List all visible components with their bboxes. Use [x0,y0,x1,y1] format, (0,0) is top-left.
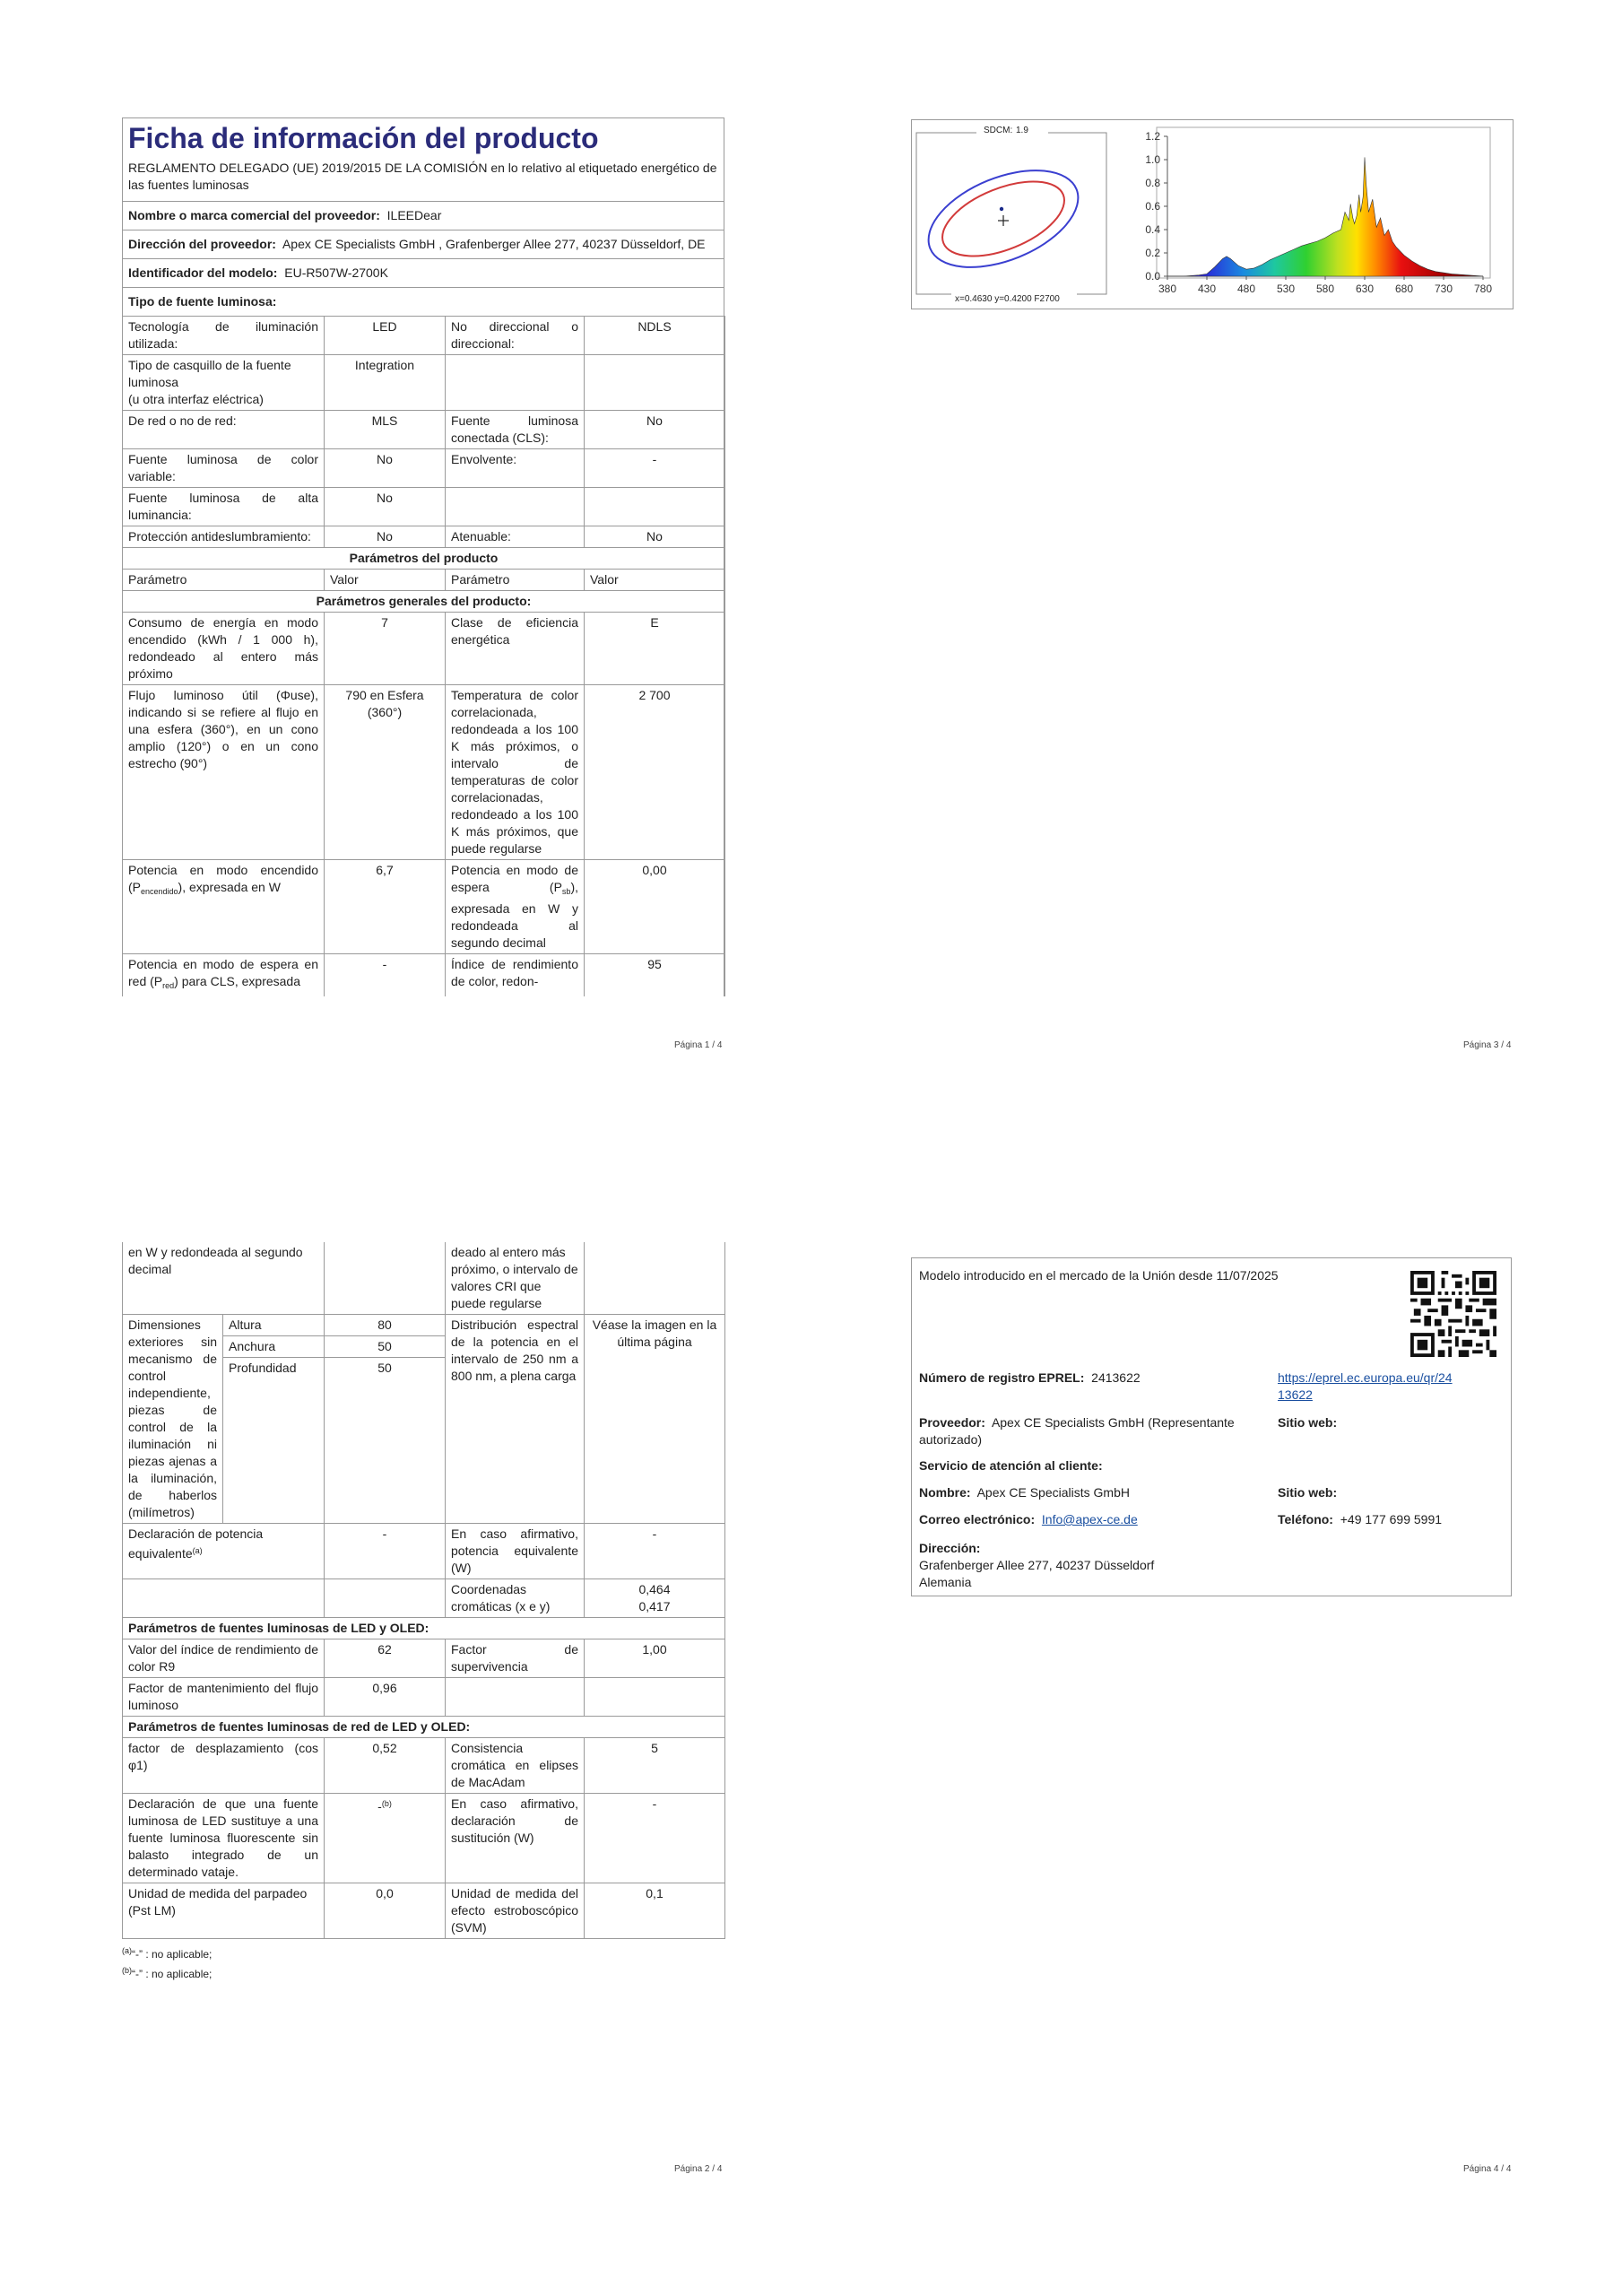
cell: LED [325,317,446,355]
y-tick-label: 0.8 [1145,177,1160,189]
cell: Unidad de medida del efecto estroboscópico (SVM) [446,1883,585,1939]
parameters-table-continued [122,1242,725,1939]
cell-text: Potencia en modo encendido (P [128,863,318,894]
chromaticity-ellipse-plot [915,124,1108,303]
cell: en W y redondeada al segundo decimal [123,1242,325,1315]
header-cell: Parámetro [123,570,325,591]
table-row [123,1315,725,1524]
cell: Tecnología de iluminación utilizada: [123,317,325,355]
cell-text: - [377,1799,382,1813]
phone-row [1278,1511,1442,1528]
table-row [123,355,725,411]
table-row [123,1618,725,1639]
table-row [123,613,725,685]
footnote-mark: (b) [122,1966,132,1975]
cell: Factor de mantenimiento del flujo luminoso [123,1678,325,1717]
page-2-sheet [122,1242,723,1982]
cell [585,355,725,411]
table-row [123,526,725,548]
brand-label: Nombre o marca comercial del proveedor: [128,208,380,222]
cell: Unidad de medida del parpadeo (Pst LM) [123,1883,325,1939]
cell-text: Potencia en modo de espera (P [451,863,578,894]
cell [123,1579,325,1618]
source-type-header: Tipo de fuente luminosa: [123,288,724,317]
website-label: Sitio web: [1278,1415,1338,1430]
cell [325,1242,446,1315]
cell: 7 [325,613,446,685]
section-header: Parámetros del producto [123,548,725,570]
cell [123,860,325,954]
dim-depth: 50 [377,1361,392,1375]
cell: 1,00 [585,1639,725,1678]
cell [123,355,325,411]
cell [446,488,585,526]
cell: Flujo luminoso útil (Φuse), indicando si se refiere al flujo en una esfera (360°), en un cono amplio (120°) o en un cono estrecho (90°) [123,685,325,860]
cell: No [325,449,446,488]
table-row [123,411,725,449]
table-row [123,1738,725,1794]
table-row [123,1678,725,1717]
cell: factor de desplazamiento (cos φ1) [123,1738,325,1794]
cell: Distribución espectral de la potencia en el intervalo de 250 nm a 800 nm, a plena carga [446,1315,585,1524]
cell: Índice de rendimiento de color, redon- [446,954,585,997]
y-tick-label: 1.2 [1145,130,1160,143]
cell: Integration [325,355,446,411]
email-link[interactable]: Info@apex-ce.de [1041,1512,1138,1526]
table-row [123,591,725,613]
cell: Véase la imagen en la última página [585,1315,725,1524]
cell: 62 [325,1639,446,1678]
page-footer: Página 2 / 4 [674,2164,723,2174]
cell: - [325,1524,446,1579]
section-header: Parámetros de fuentes luminosas de red de LED y OLED: [123,1717,725,1738]
eprel-value: 2413622 [1091,1370,1141,1385]
table-row [123,449,725,488]
model-row [123,259,724,288]
x-tick-label: 480 [1236,283,1256,295]
sdcm-label: SDCM: [984,126,1013,135]
eprel-label: Número de registro EPREL: [919,1370,1085,1385]
table-row [123,860,725,954]
market-date: Modelo introducido en el mercado de la Unión desde 11/07/2025 [919,1268,1279,1283]
x-tick-label: 530 [1276,283,1296,295]
email-row [919,1511,1138,1528]
dim-height: 80 [325,1315,445,1336]
y-tick-label: 0.4 [1145,223,1160,236]
x-tick-label: 780 [1473,283,1493,295]
name-label: Nombre: [919,1485,971,1500]
cell: 0,0 [325,1883,446,1939]
cell: En caso afirmativo, potencia equivalente (W) [446,1524,585,1579]
address-label: Dirección: [919,1541,981,1555]
x-tick-label: 730 [1434,283,1453,295]
cell-text: (u otra interfaz eléctrica) [128,392,264,406]
page-3-sheet [911,119,1514,309]
brand-row [123,202,724,230]
cell: Fuente luminosa de color variable: [123,449,325,488]
cell [446,1678,585,1717]
cell: NDLS [585,317,725,355]
cell: Coordenadas cromáticas (x e y) [446,1579,585,1618]
subscript: red [162,981,175,990]
table-row [123,1717,725,1738]
cell: Envolvente: [446,449,585,488]
cell: Fuente luminosa conectada (CLS): [446,411,585,449]
header-cell: Valor [585,570,725,591]
cell: No direccional o direccional: [446,317,585,355]
cell: E [585,613,725,685]
cell [585,1678,725,1717]
cell-text: ), expresada en W y redondeada al segundo decimal [451,880,578,950]
cell-text: Potencia en modo de espera en red (P [128,957,318,988]
footnote-text: “-” : no aplicable; [132,1948,213,1961]
cell [325,1579,446,1618]
cell: De red o no de red: [123,411,325,449]
cell: - [585,1794,725,1883]
name-value: Apex CE Specialists GmbH [976,1485,1130,1500]
x-tick-label: 580 [1315,283,1335,295]
subscript: sb [561,887,571,896]
model-value: EU-R507W-2700K [284,265,388,280]
chroma-y: 0,417 [638,1599,671,1613]
coords-readout: x=0.4630 y=0.4200 F2700 [955,294,1060,303]
cell: Dimensiones exteriores sin mecanismo de control independiente, piezas de control de la iluminación ni piezas ajenas a la iluminación, de haberlos (milímetros) [123,1315,223,1524]
table-row [123,1579,725,1618]
cell: 0,52 [325,1738,446,1794]
dim-label-depth: Profundidad [229,1361,297,1375]
y-tick-label: 0.6 [1145,200,1160,213]
table-row [123,1639,725,1678]
cell-text: Declaración de potencia equivalente [128,1526,264,1561]
provider-row [919,1414,1271,1448]
cell [446,355,585,411]
table-row [123,488,725,526]
x-tick-label: 380 [1158,283,1177,295]
cell [325,1794,446,1883]
customer-service-label: Servicio de atención al cliente: [919,1458,1103,1473]
measured-point [1000,207,1003,211]
eprel-link-line1[interactable]: https://eprel.ec.europa.eu/qr/24 [1278,1370,1453,1385]
address-line-2: Alemania [919,1575,972,1589]
cell: Atenuable: [446,526,585,548]
table-row [123,1794,725,1883]
header-cell: Valor [325,570,446,591]
superscript: (b) [381,1799,392,1808]
cell: 2 700 [585,685,725,860]
cell: 5 [585,1738,725,1794]
cell: Factor de supervivencia [446,1639,585,1678]
cell: 95 [585,954,725,997]
ellipse-frame [916,133,1106,294]
model-label: Identificador del modelo: [128,265,278,280]
cell [123,1524,325,1579]
page-title: Ficha de información del producto [128,122,599,154]
x-tick-label: 680 [1394,283,1414,295]
subscript: encendido [141,887,178,896]
cell: Clase de eficiencia energética [446,613,585,685]
cell-text: Tipo de casquillo de la fuente luminosa [128,358,291,389]
cell-text: ) para CLS, expresada [174,974,300,988]
cell: Valor del índice de rendimiento de color R9 [123,1639,325,1678]
cell-text: ), expresada en W [178,880,281,894]
address-value: Apex CE Specialists GmbH , Grafenberger Allee 277, 40237 Düsseldorf, DE [282,237,706,251]
eprel-link[interactable] [1278,1370,1475,1404]
x-tick-label: 430 [1197,283,1217,295]
cell: Temperatura de color correlacionada, redondeada a los 100 K más próximos, o intervalo de temperaturas de color correlacionadas, redondeado a los 100 K más próximos, que puede regularse [446,685,585,860]
chroma-x: 0,464 [638,1582,671,1596]
header-cell: Parámetro [446,570,585,591]
table-row [123,317,725,355]
page-4-sheet [911,1257,1512,1596]
name-row [919,1484,1130,1501]
website-label-2: Sitio web: [1278,1485,1338,1500]
x-tick-label: 630 [1355,283,1375,295]
cell: Consumo de energía en modo encendido (kWh / 1 000 h), redondeado al entero más próximo [123,613,325,685]
qr-code-icon [1410,1271,1496,1357]
dim-label-width: Anchura [223,1336,324,1358]
cell: 790 en Esfera (360°) [325,685,446,860]
footnote-mark: (a) [122,1946,132,1955]
dim-width: 50 [325,1336,445,1358]
y-tick-label: 1.0 [1145,153,1160,166]
cell: 0,00 [585,860,725,954]
cell: Protección antideslumbramiento: [123,526,325,548]
eprel-link-line2[interactable]: 13622 [1278,1387,1313,1402]
cell: - [585,1524,725,1579]
cell [585,1242,725,1315]
email-label: Correo electrónico: [919,1512,1036,1526]
footnote-a [122,1943,723,1962]
phone-label: Teléfono: [1278,1512,1333,1526]
spectral-power-chart [1114,124,1508,303]
cell: MLS [325,411,446,449]
table-row [123,570,725,591]
address-label: Dirección del proveedor: [128,237,276,251]
page-footer: Página 4 / 4 [1463,2164,1512,2174]
brand-value: ILEEDear [386,208,442,222]
cell [223,1315,325,1524]
cell [123,954,325,997]
cell: No [325,526,446,548]
page-footer: Página 1 / 4 [674,1040,723,1050]
footnote-text: “-” : no aplicable; [132,1968,213,1980]
page-1-sheet [122,117,724,996]
cell: 6,7 [325,860,446,954]
cell: deado al entero más próximo, o intervalo de valores CRI que puede regularse [446,1242,585,1315]
cell: Declaración de que una fuente luminosa de LED sustituye a una fuente luminosa fluorescente sin balasto integrado de un determinado vataje. [123,1794,325,1883]
table-row [123,954,725,997]
address-line-1: Grafenberger Allee 277, 40237 Düsseldorf [919,1558,1155,1572]
cell [446,860,585,954]
source-type-table [122,316,725,996]
section-header: Parámetros de fuentes luminosas de LED y OLED: [123,1618,725,1639]
table-row [123,548,725,570]
cell: Fuente luminosa de alta luminancia: [123,488,325,526]
regulation-text: REGLAMENTO DELEGADO (UE) 2019/2015 DE LA COMISIÓN en lo relativo al etiquetado energético de las fuentes luminosas [123,156,724,202]
cell: - [325,954,446,997]
cell: - [585,449,725,488]
y-tick-label: 0.0 [1145,270,1160,283]
footnote-b [122,1962,723,1982]
page-footer: Página 3 / 4 [1463,1040,1512,1050]
dim-label-height: Altura [223,1315,324,1336]
superscript: (a) [192,1546,203,1555]
table-row [123,1524,725,1579]
cell: No [325,488,446,526]
cell: En caso afirmativo, declaración de sustitución (W) [446,1794,585,1883]
eprel-row [919,1370,1141,1387]
cell [585,488,725,526]
table-row [123,1883,725,1939]
cell: Consistencia cromática en elipses de MacAdam [446,1738,585,1794]
provider-label: Proveedor: [919,1415,985,1430]
cell: No [585,526,725,548]
cell: 0,1 [585,1883,725,1939]
section-header: Parámetros generales del producto: [123,591,725,613]
cell [585,1579,725,1618]
cell: No [585,411,725,449]
table-row [123,685,725,860]
address-row [123,230,724,259]
y-tick-label: 0.2 [1145,247,1160,259]
provider-value: Apex CE Specialists GmbH (Representante autorizado) [919,1415,1235,1447]
cell: 0,96 [325,1678,446,1717]
table-row [123,1242,725,1315]
sdcm-value: 1.9 [1016,126,1028,135]
cell [325,1315,446,1524]
phone-value: +49 177 699 5991 [1340,1512,1443,1526]
